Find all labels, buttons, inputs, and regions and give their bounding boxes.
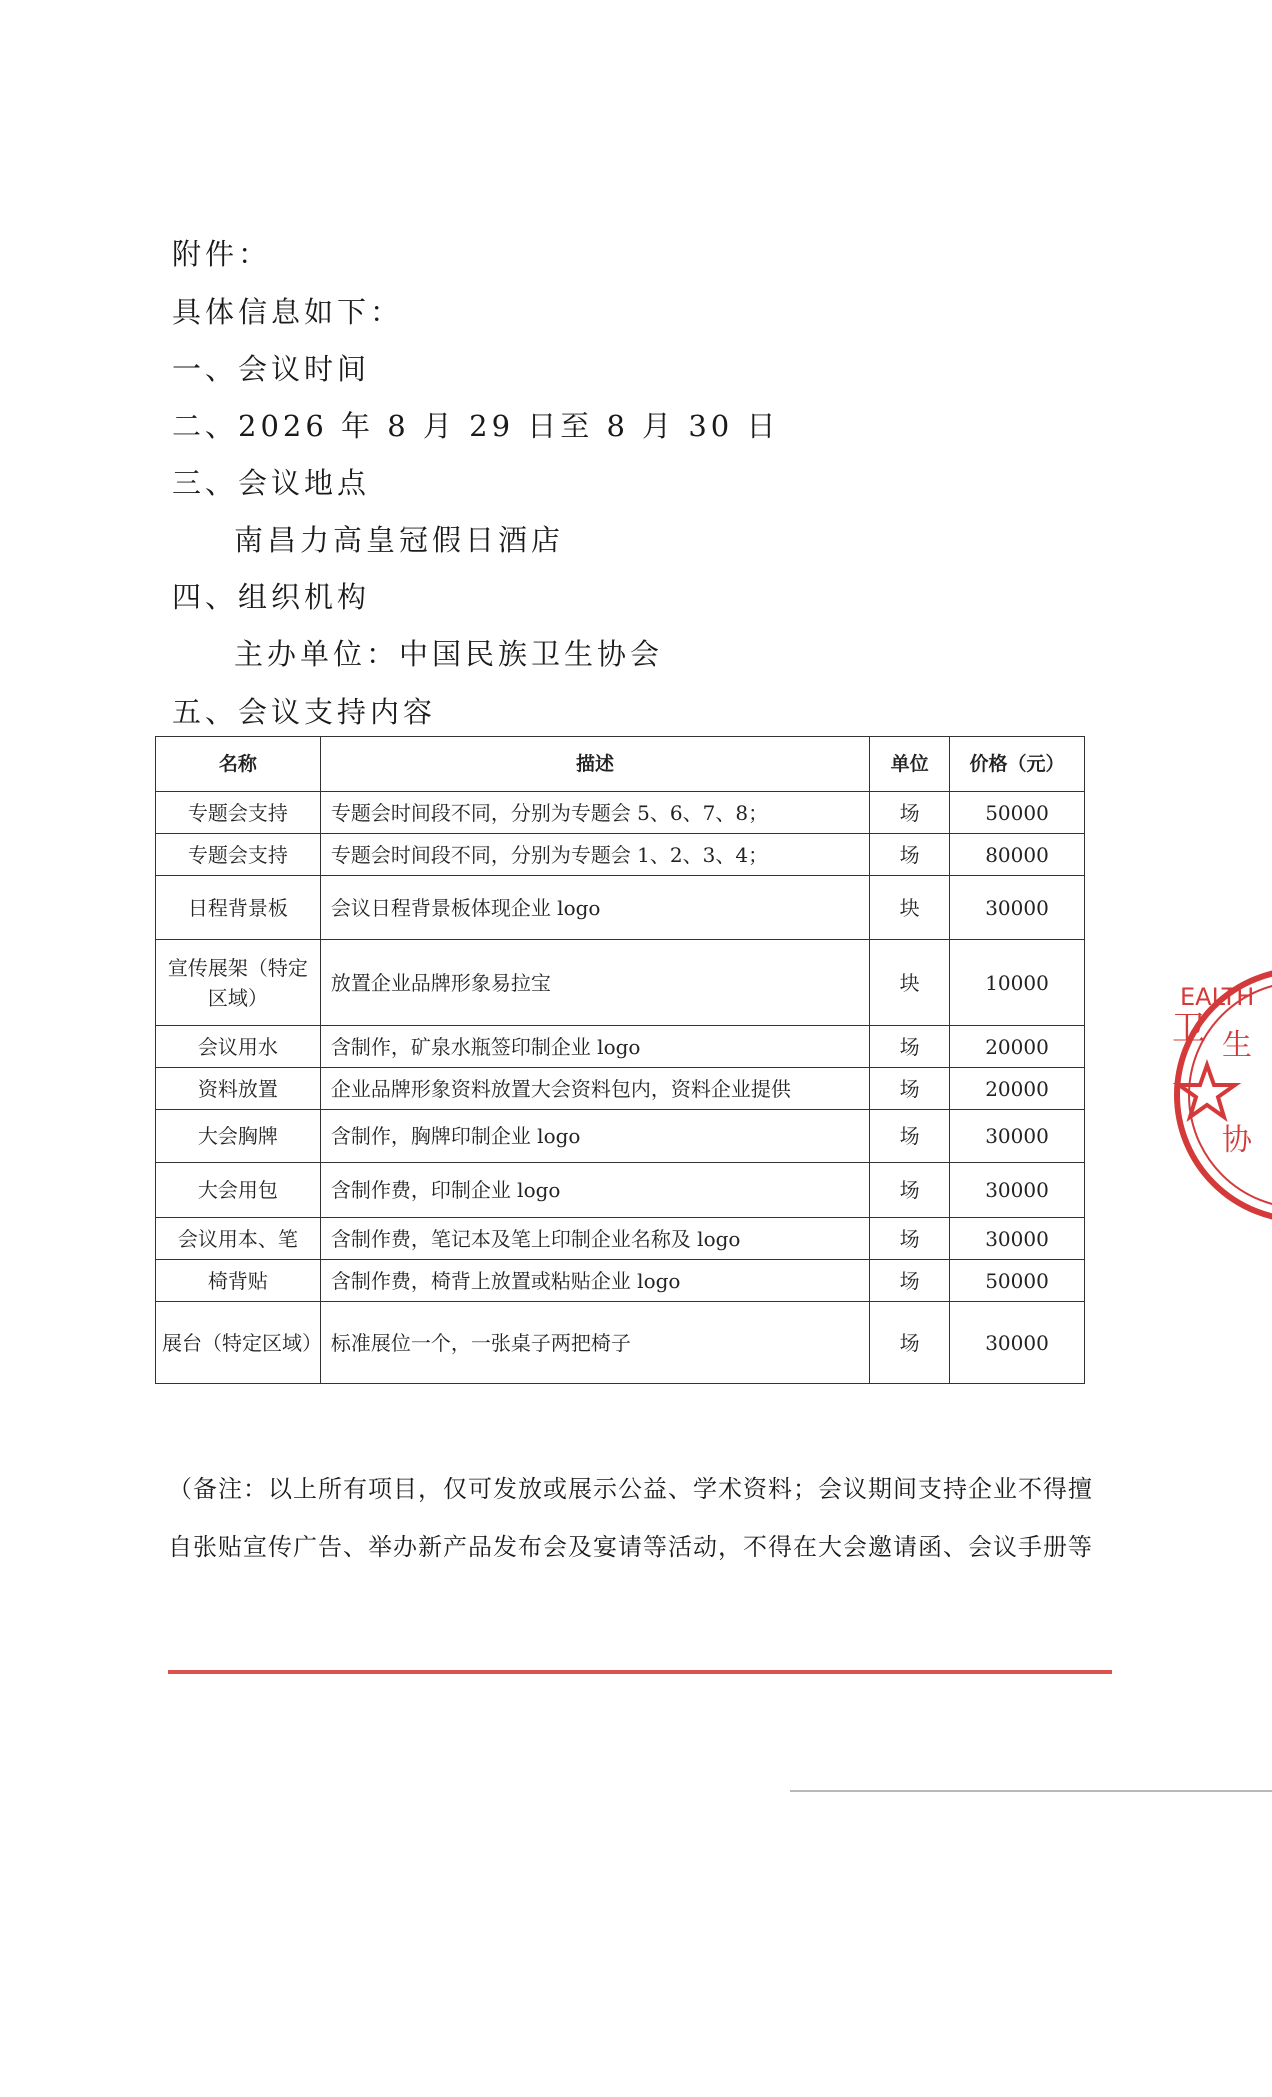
- venue-name: 南昌力高皇冠假日酒店: [234, 523, 565, 557]
- row-unit: 场: [870, 792, 950, 834]
- header-price: 价格（元）: [950, 737, 1085, 792]
- row-price: 80000: [950, 834, 1085, 876]
- table-row: [156, 1068, 1085, 1110]
- intro-text: 具体信息如下：: [172, 295, 404, 329]
- attachment-label: 附件：: [172, 237, 272, 271]
- row-desc: 含制作，胸牌印制企业 logo: [320, 1110, 869, 1163]
- header-name: 名称: [156, 737, 321, 792]
- row-price: 20000: [950, 1026, 1085, 1068]
- table-row: [156, 1302, 1085, 1384]
- row-desc: 含制作费，笔记本及笔上印制企业名称及 logo: [320, 1218, 869, 1260]
- table-row: [156, 1026, 1085, 1068]
- row-price: 50000: [950, 792, 1085, 834]
- row-unit: 场: [870, 1026, 950, 1068]
- header-desc: 描述: [320, 737, 869, 792]
- row-desc: 会议日程背景板体现企业 logo: [320, 876, 869, 940]
- header-unit: 单位: [870, 737, 950, 792]
- row-name: 资料放置: [156, 1068, 321, 1110]
- row-name: 展台（特定区域）: [156, 1302, 321, 1384]
- row-price: 30000: [950, 1163, 1085, 1218]
- row-name: 专题会支持: [156, 834, 321, 876]
- seal-glyph: 生: [1222, 1028, 1252, 1063]
- row-desc: 含制作费，印制企业 logo: [320, 1163, 869, 1218]
- row-desc: 专题会时间段不同，分别为专题会 5、6、7、8；: [320, 792, 869, 834]
- row-price: 30000: [950, 1110, 1085, 1163]
- note-paragraph: [168, 1460, 1118, 1576]
- organizer-text: 主办单位：中国民族卫生协会: [234, 637, 664, 671]
- support-table: [155, 736, 1085, 1384]
- table-header-row: [156, 737, 1085, 792]
- row-name: 宣传展架（特定区域）: [156, 940, 321, 1026]
- seal-graphic: [1152, 960, 1272, 1230]
- section-meeting-time: 一、会议时间: [172, 352, 371, 386]
- table-row: [156, 792, 1085, 834]
- section-meeting-dates: 二、2026 年 8 月 29 日至 8 月 30 日: [172, 409, 780, 443]
- row-unit: 场: [870, 1260, 950, 1302]
- row-unit: 场: [870, 1068, 950, 1110]
- row-desc: 专题会时间段不同，分别为专题会 1、2、3、4；: [320, 834, 869, 876]
- section-meeting-venue: 三、会议地点: [172, 466, 371, 500]
- table-row: [156, 834, 1085, 876]
- table-row: [156, 1260, 1085, 1302]
- row-price: 20000: [950, 1068, 1085, 1110]
- seal-glyph: 协: [1222, 1123, 1252, 1158]
- row-unit: 场: [870, 1163, 950, 1218]
- row-name: 大会用包: [156, 1163, 321, 1218]
- row-name: 大会胸牌: [156, 1110, 321, 1163]
- row-desc: 企业品牌形象资料放置大会资料包内，资料企业提供: [320, 1068, 869, 1110]
- row-name: 专题会支持: [156, 792, 321, 834]
- row-desc: 标准展位一个，一张桌子两把椅子: [320, 1302, 869, 1384]
- table-row: [156, 1163, 1085, 1218]
- row-name: 椅背贴: [156, 1260, 321, 1302]
- note-line-2: 自张贴宣传广告、举办新产品发布会及宴请等活动，不得在大会邀请函、会议手册等: [168, 1533, 1093, 1561]
- row-price: 50000: [950, 1260, 1085, 1302]
- row-price: 30000: [950, 876, 1085, 940]
- row-desc: 含制作，矿泉水瓶签印制企业 logo: [320, 1026, 869, 1068]
- table-row: [156, 940, 1085, 1026]
- row-unit: 块: [870, 940, 950, 1026]
- table-row: [156, 1218, 1085, 1260]
- red-divider: [168, 1670, 1112, 1674]
- row-price: 30000: [950, 1218, 1085, 1260]
- row-unit: 块: [870, 876, 950, 940]
- gray-divider: [790, 1790, 1272, 1792]
- row-name: 会议用水: [156, 1026, 321, 1068]
- seal-glyph: 卫: [1172, 1009, 1206, 1049]
- seal-text: EALTH: [1180, 983, 1255, 1011]
- row-price: 10000: [950, 940, 1085, 1026]
- row-name: 会议用本、笔: [156, 1218, 321, 1260]
- row-price: 30000: [950, 1302, 1085, 1384]
- row-unit: 场: [870, 1218, 950, 1260]
- row-unit: 场: [870, 834, 950, 876]
- section-organization: 四、组织机构: [172, 580, 371, 614]
- note-line-1: （备注：以上所有项目，仅可发放或展示公益、学术资料；会议期间支持企业不得擅: [168, 1475, 1093, 1503]
- row-unit: 场: [870, 1110, 950, 1163]
- row-unit: 场: [870, 1302, 950, 1384]
- row-name: 日程背景板: [156, 876, 321, 940]
- row-desc: 放置企业品牌形象易拉宝: [320, 940, 869, 1026]
- table-row: [156, 1110, 1085, 1163]
- section-support-content: 五、会议支持内容: [172, 695, 437, 729]
- official-seal: [1152, 960, 1272, 1230]
- table-row: [156, 876, 1085, 940]
- row-desc: 含制作费，椅背上放置或粘贴企业 logo: [320, 1260, 869, 1302]
- seal-star-icon: [1179, 1065, 1235, 1117]
